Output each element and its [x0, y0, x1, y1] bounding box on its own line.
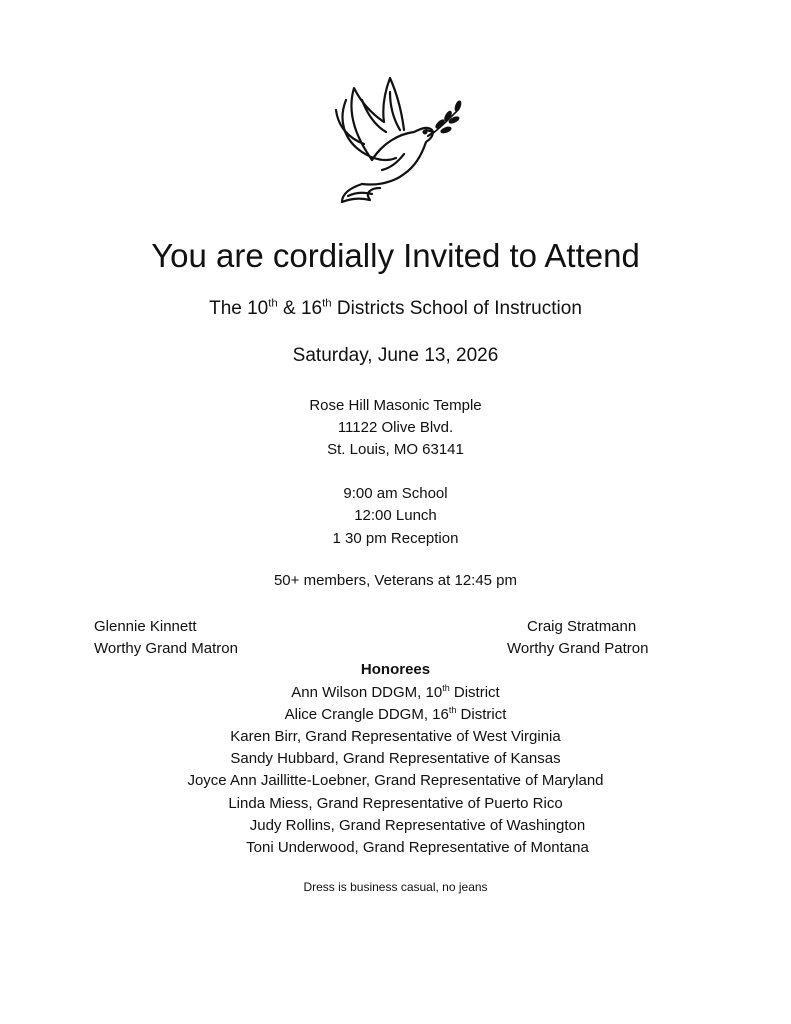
recognition-note: 50+ members, Veterans at 12:45 pm	[273, 572, 518, 589]
matron-name: Glennie Kinnett	[94, 618, 197, 635]
schedule-item: 1 30 pm Reception	[332, 530, 459, 547]
patron-title: Worthy Grand Patron	[507, 640, 649, 657]
honoree-item: Toni Underwood, Grand Representative of Montana	[246, 839, 589, 856]
honoree-item: Judy Rollins, Grand Representative of Washington	[249, 817, 586, 834]
event-date: Saturday, June 13, 2026	[292, 345, 499, 366]
dress-code-note: Dress is business casual, no jeans	[303, 880, 488, 894]
venue-street: 11122 Olive Blvd.	[337, 419, 454, 436]
honoree-ddgm: Ann Wilson DDGM, 10th District	[291, 683, 500, 701]
matron-title: Worthy Grand Matron	[94, 640, 238, 657]
venue-city: St. Louis, MO 63141	[327, 441, 464, 458]
honoree-item: Joyce Ann Jaillitte-Loebner, Grand Representative of Maryland	[187, 772, 604, 789]
honoree-item: Karen Birr, Grand Representative of West Virginia	[230, 728, 561, 745]
honoree-item: Sandy Hubbard, Grand Representative of Kansas	[230, 750, 561, 767]
honoree-item: Linda Miess, Grand Representative of Puerto Rico	[228, 795, 563, 812]
invitation-heading: You are cordially Invited to Attend	[151, 237, 640, 274]
dove-with-olive-branch-icon	[328, 70, 468, 220]
honorees-heading: Honorees	[360, 661, 431, 678]
venue-name: Rose Hill Masonic Temple	[309, 397, 482, 414]
patron-name: Craig Stratmann	[527, 618, 637, 635]
schedule-item: 9:00 am School	[343, 485, 448, 502]
event-title: The 10th & 16th Districts School of Instruction	[209, 297, 582, 319]
schedule-item: 12:00 Lunch	[354, 507, 437, 524]
honoree-ddgm: Alice Crangle DDGM, 16th District	[284, 705, 507, 723]
